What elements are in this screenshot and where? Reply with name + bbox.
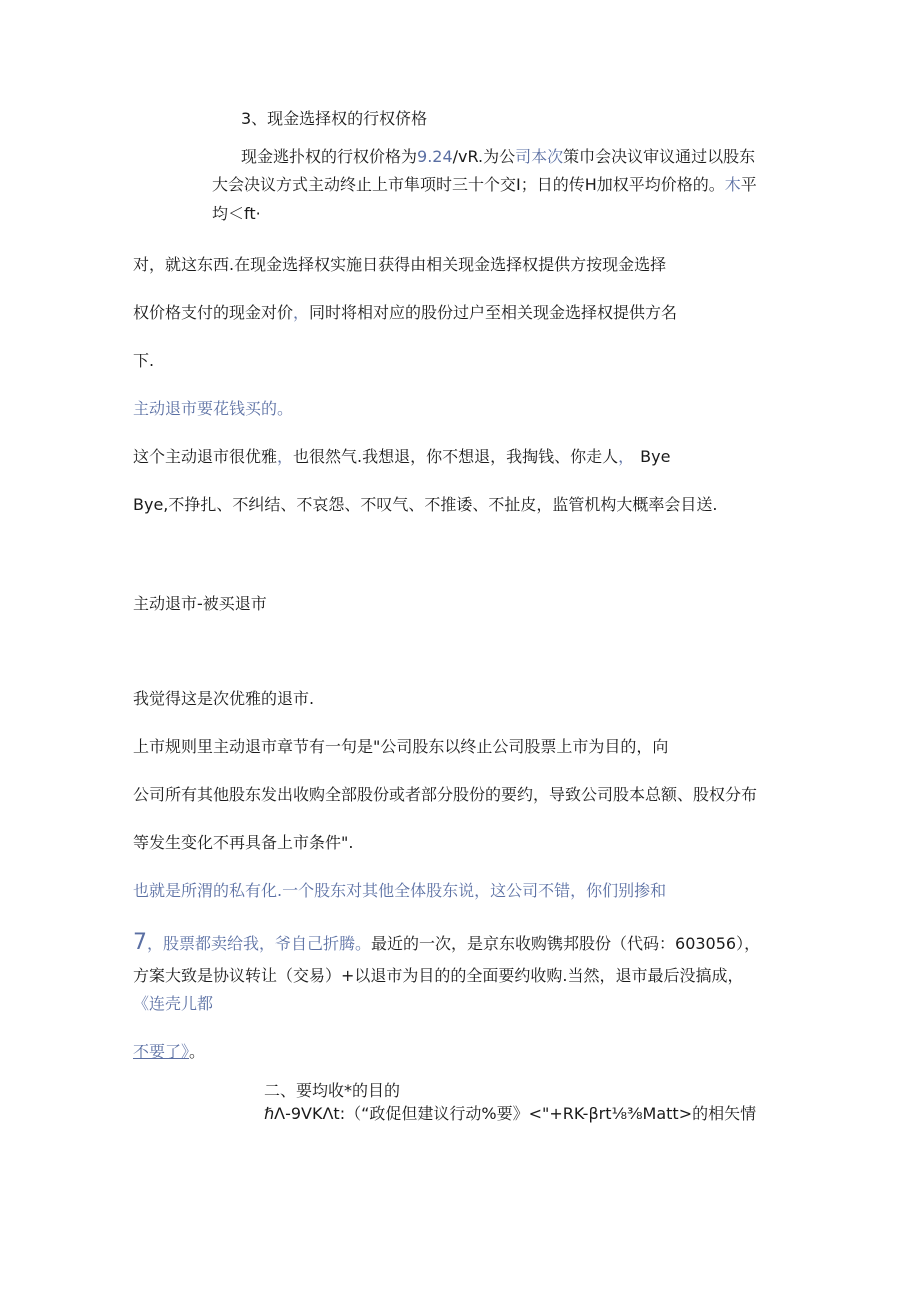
- text: 也很然气.我想退，你不想退，我掏钱、你走人: [293, 447, 619, 466]
- text: 这个主动退市很优雅: [133, 447, 278, 466]
- punct: 。: [189, 1042, 206, 1061]
- body-line-16: [133, 1041, 205, 1063]
- section2-heading: 二、要均收*的目的: [264, 1081, 401, 1100]
- text: 同时将相对应的股份过户至相关现金选择权提供方名: [309, 303, 678, 322]
- body-line-5: [133, 446, 670, 468]
- text: 策巾会决议审议通过以股东: [563, 147, 756, 166]
- body-line-6: Bye,不挣扎、不纠结、不哀怨、不叹气、不推诿、不扯皮，监管机构大概率会目送.: [133, 495, 718, 514]
- body-line-8: 我觉得这是次优雅的退市.: [133, 689, 315, 708]
- body-line-4: 主动退市要花钱买的。: [133, 399, 294, 418]
- price-value: 9.24: [417, 147, 453, 166]
- section3-para-line3: 均＜ft·: [212, 204, 261, 223]
- punct: ，: [277, 447, 294, 466]
- body-line-9: 上市规则里主动退市章节有一句是"公司股东以终止公司股票上市为目的，向: [133, 737, 669, 756]
- section2-line: ℏΛ-9VKΛt:（“政促但建议行动%要》<"+RK-βrt⅛⅜Matt>的相矢情: [264, 1104, 757, 1123]
- body-line-15: 《连壳儿都: [133, 994, 214, 1013]
- section3-para-line2: [212, 174, 757, 196]
- body-line-10: 公司所有其他股东发出收购全部股份或者部分股份的要约，导致公司股本总额、股权分布: [133, 785, 758, 804]
- text: ∕vR.为公: [452, 147, 516, 166]
- text-highlight: ，股票都卖给我，爷自己折腾。: [147, 934, 372, 953]
- text-highlight: 司本次: [515, 147, 564, 166]
- text: 权价格支付的现金对价: [133, 303, 294, 322]
- text-highlight: 木: [724, 175, 741, 194]
- text: Bye: [640, 447, 671, 466]
- text-highlight: 7: [133, 930, 147, 955]
- text: 最近的一次，是京东收购镌邦股份（代码：603056），: [371, 934, 761, 953]
- body-line-3: 下.: [133, 351, 155, 370]
- punct: ，: [618, 447, 635, 466]
- text-link[interactable]: 不要了》: [133, 1042, 190, 1061]
- body-line-14: 方案大致是协议转让（交易）+以退市为目的的全面要约收购.当然，退市最后没搞成，: [133, 966, 744, 985]
- body-line-11: 等发生变化不再具备上市条件".: [133, 833, 354, 852]
- punct: ，: [293, 303, 310, 322]
- section3-para-line1: [241, 146, 755, 168]
- text: 平: [740, 175, 757, 194]
- body-line-1: 对，就这东西.在现金选择权实施日获得由相关现金选择权提供方按现金选择: [133, 255, 667, 274]
- text: 现金逃扑权的行权价格为: [241, 147, 418, 166]
- body-line-12: 也就是所渭的私有化.一个股东对其他全体股东说，这公司不错，你们别掺和: [133, 881, 667, 900]
- body-line-2: [133, 302, 677, 324]
- text: 大会决议方式主动终止上市隼项时三十个交I；日的传H加权平均价格的。: [212, 175, 725, 194]
- subheading-active-delisting: 主动退市-被买退市: [133, 594, 267, 613]
- body-line-13: [133, 932, 760, 955]
- section3-heading: 3、现金选择权的行权侪格: [241, 109, 428, 128]
